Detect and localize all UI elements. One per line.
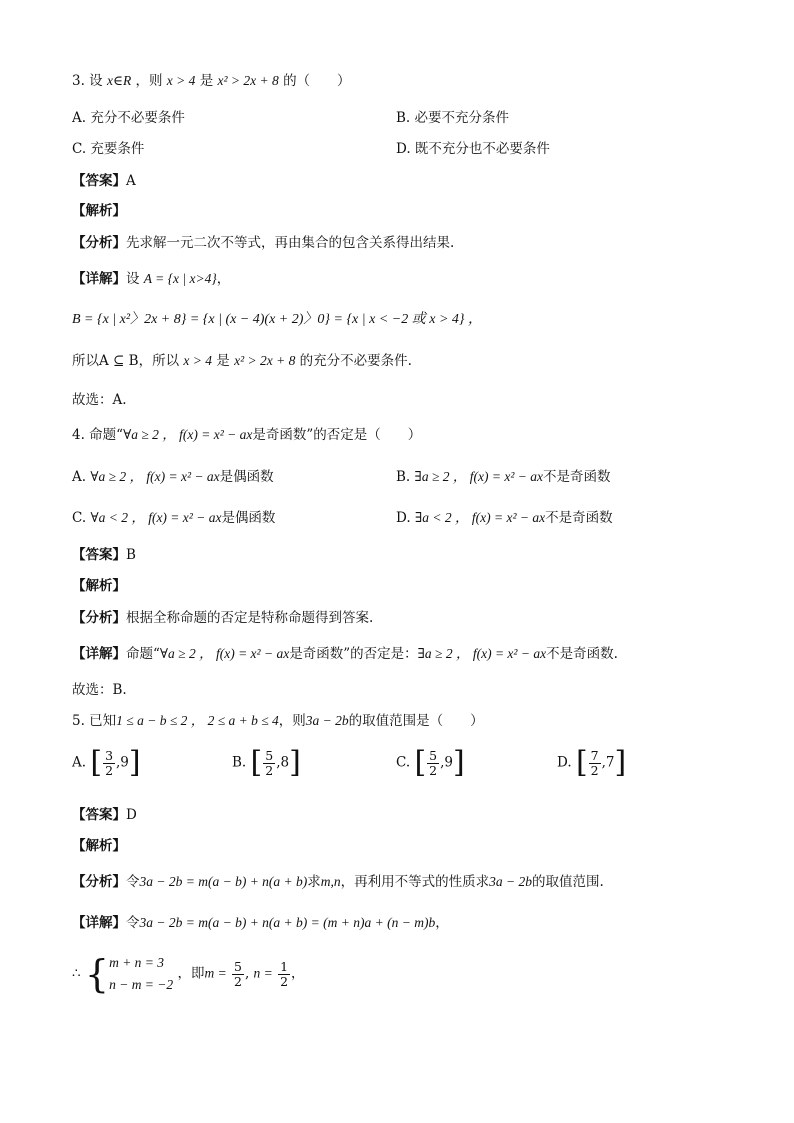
q3-detail-3-text-3: 的充分不必要条件. [299, 353, 412, 369]
q5-analysis-text-1: 令 [126, 874, 140, 890]
q3-option-c: C. 充要条件 [72, 141, 145, 157]
q5-option-b-upper: ,8 [276, 754, 290, 771]
q4-option-d-text: 不是奇函数 [545, 510, 613, 526]
q4-option-c-math: ∀a < 2 ， f(x) = x² − ax [90, 510, 222, 525]
q5-option-a-numerator: 3 [105, 747, 114, 763]
q5-answer [72, 804, 137, 826]
q4-answer [72, 544, 136, 566]
q4-option-a-text: 是偶函数 [219, 469, 274, 485]
q5-option-d-numerator: 7 [590, 747, 599, 763]
left-bracket-icon: [ [250, 745, 263, 780]
q4-jiexi-heading: 【解析】 [72, 578, 126, 594]
q5-option-a [72, 745, 141, 780]
q4-option-b-text: 不是奇函数 [542, 469, 611, 485]
q4-option-b-label: B. [396, 469, 415, 485]
q3-detail-1-end: ， [216, 271, 231, 287]
q5-stem [72, 710, 484, 732]
q3-stem-math-2: x > 4 [166, 73, 196, 88]
q5-option-b-denominator: 2 [265, 762, 274, 778]
left-bracket-icon: [ [575, 745, 588, 780]
q3-detail-1-text: 设 [126, 271, 144, 287]
q5-detail-text-2: ， [435, 915, 449, 931]
q4-option-a [72, 466, 274, 488]
q5-n-denominator: 2 [280, 973, 289, 989]
q5-m-fraction [232, 960, 244, 989]
left-bracket-icon: [ [90, 745, 103, 780]
q3-stem-text-4: 的（ ） [283, 73, 351, 89]
q4-detail-math-1: ∀a ≥ 2 ， f(x) = x² − ax [159, 646, 290, 661]
right-bracket-icon: ] [289, 745, 301, 780]
q4-option-d-math: ∃a < 2 ， f(x) = x² − ax [414, 510, 546, 525]
q3-detail-3-text-2: 是 [216, 353, 230, 369]
q5-stem-text-3: 的取值范围是（ ） [348, 713, 484, 729]
q4-analysis-text: 根据全称命题的否定是特称命题得到答案. [126, 610, 374, 626]
q5-system-end: ， [291, 965, 305, 982]
q5-option-b-label: B. [232, 754, 247, 771]
q3-detail-3-math-1: x > 4 [183, 353, 212, 368]
q5-option-a-fraction [103, 749, 115, 778]
q4-option-c-label: C. [72, 510, 91, 526]
therefore-icon: ∴ [72, 965, 81, 982]
q4-detail-text-3: 不是奇函数. [546, 646, 618, 662]
q5-option-a-denominator: 2 [105, 762, 114, 778]
q3-detail-3 [72, 350, 412, 372]
q4-option-b [396, 466, 610, 488]
q5-option-c-upper: ,9 [440, 754, 453, 771]
q5-analysis-text-4: 的取值范围. [532, 874, 604, 890]
q5-jiexi-heading: 【解析】 [72, 838, 126, 854]
q3-analysis-text: 先求解一元二次不等式，再由集合的包含关系得出结果. [126, 235, 455, 251]
q5-option-c-denominator: 2 [429, 762, 438, 778]
q4-detail-label: 【详解】 [72, 646, 126, 662]
q5-analysis-text-2: 求 [307, 874, 321, 890]
q5-system [72, 952, 305, 996]
q5-detail [72, 912, 449, 934]
q3-answer-label: 【答案】 [72, 173, 126, 189]
q3-detail-3-math-2: x² > 2x + 8 [234, 353, 296, 368]
left-brace-icon: { [84, 952, 110, 996]
q3-analysis-label: 【分析】 [72, 235, 126, 251]
q4-detail-math-2: ∃a ≥ 2 ， f(x) = x² − ax [417, 646, 547, 661]
q5-stem-math-2: 3a − 2b [305, 713, 349, 728]
q4-answer-label: 【答案】 [72, 547, 126, 563]
q4-option-b-math: ∃a ≥ 2 ， f(x) = x² − ax [414, 469, 543, 484]
q5-stem-text-1: 5. 已知 [72, 713, 117, 729]
q5-option-d-fraction [589, 749, 601, 778]
q4-answer-value: B [126, 547, 136, 563]
q3-detail-3-text-1: 所以A ⊆ B，所以 [72, 353, 180, 369]
q5-option-b [232, 745, 301, 780]
q5-analysis-label: 【分析】 [72, 874, 126, 890]
q5-analysis [72, 871, 604, 893]
q3-stem-text-2: ，则 [135, 73, 163, 89]
q3-conclusion: 故选：A. [72, 392, 127, 408]
q4-option-c [72, 507, 275, 529]
q5-answer-value: D [126, 807, 137, 823]
q4-detail-text-1: 命题“ [126, 646, 160, 662]
q5-option-b-fraction [263, 749, 275, 778]
q5-detail-text-1: 令 [126, 915, 140, 931]
q3-option-a: A. 充分不必要条件 [72, 110, 185, 126]
q5-option-c-label: C. [396, 754, 411, 771]
right-bracket-icon: ] [614, 745, 627, 780]
q5-option-a-upper: ,9 [116, 754, 129, 771]
q5-answer-label: 【答案】 [72, 807, 126, 823]
q3-option-d: D. 既不充分也不必要条件 [396, 141, 550, 157]
q5-option-c [396, 745, 465, 780]
q4-option-a-math: ∀a ≥ 2 ， f(x) = x² − ax [90, 469, 220, 484]
q5-stem-text-2: ，则 [278, 713, 306, 729]
q4-stem-math: ∀a ≥ 2 ， f(x) = x² − ax [123, 427, 253, 442]
q4-option-a-label: A. [72, 469, 91, 485]
q5-n-fraction [278, 960, 290, 989]
q3-detail-label: 【详解】 [72, 271, 126, 287]
q5-option-c-numerator: 5 [429, 747, 438, 763]
q4-analysis-label: 【分析】 [72, 610, 126, 626]
q3-answer [72, 170, 136, 192]
q5-system-separator: , [244, 965, 250, 982]
q5-option-d-denominator: 2 [590, 762, 599, 778]
q5-option-a-label: A. [72, 754, 87, 771]
q3-detail-1 [72, 268, 230, 290]
right-bracket-icon: ] [128, 745, 141, 780]
q5-analysis-math-2: m,n [320, 874, 341, 889]
q3-stem-math-1: x∈R [106, 73, 132, 88]
q5-analysis-math-3: 3a − 2b [489, 874, 533, 889]
q4-option-d [396, 507, 613, 529]
q4-option-d-label: D. [396, 510, 415, 526]
q3-jiexi-heading: 【解析】 [72, 203, 126, 219]
left-bracket-icon: [ [414, 745, 427, 780]
q5-equation-2: n − m = −2 [109, 977, 174, 992]
q4-stem-text-1: 4. 命题“ [72, 427, 124, 443]
q5-analysis-text-3: ，再利用不等式的性质求 [340, 874, 490, 890]
q3-detail-2: B = {x | x²〉2x + 8} = {x | (x − 4)(x + 2)〉0} = {x | x < −2 或 x > 4} ， [72, 312, 482, 327]
q5-equation-1: m + n = 3 [109, 955, 165, 970]
q4-detail [72, 643, 618, 665]
q5-detail-label: 【详解】 [72, 915, 126, 931]
q3-stem-text-1: 3. 设 [72, 73, 103, 89]
q5-option-b-numerator: 5 [265, 747, 274, 763]
q3-detail-1-math: A = {x | x>4} [143, 271, 217, 286]
q5-m-denominator: 2 [234, 973, 242, 989]
q3-stem [72, 70, 351, 92]
q3-stem-math-3: x² > 2x + 8 [217, 73, 279, 88]
q5-n-numerator: 1 [280, 958, 289, 974]
q3-option-b: B. 必要不充分条件 [396, 110, 510, 126]
q5-option-c-fraction [427, 749, 439, 778]
q5-option-d-upper: ,7 [601, 754, 615, 771]
q4-detail-text-2: 是奇函数”的否定是： [289, 646, 418, 662]
q4-stem [72, 424, 421, 446]
q4-option-c-text: 是偶函数 [221, 510, 276, 526]
q3-answer-value: A [126, 173, 136, 189]
q5-n-lhs: n = [253, 965, 273, 981]
q5-option-d [557, 745, 627, 780]
q5-m-lhs: m = [204, 965, 227, 981]
q5-analysis-math-1: 3a − 2b = m(a − b) + n(a + b) [139, 874, 308, 889]
q5-m-numerator: 5 [234, 958, 242, 974]
q4-stem-text-2: 是奇函数”的否定是（ ） [252, 427, 422, 443]
q5-system-connector: ，即 [177, 965, 205, 982]
q5-equation-system [109, 952, 173, 996]
q3-analysis [72, 232, 454, 254]
right-bracket-icon: ] [453, 745, 465, 780]
q5-stem-math-1: 1 ≤ a − b ≤ 2 ， 2 ≤ a + b ≤ 4 [116, 713, 279, 728]
q5-detail-math: 3a − 2b = m(a − b) + n(a + b) = (m + n)a + (n − m)b [139, 915, 436, 930]
q5-option-d-label: D. [557, 754, 572, 771]
q3-stem-text-3: 是 [199, 73, 214, 89]
q4-analysis [72, 607, 373, 629]
q4-conclusion: 故选：B. [72, 682, 127, 698]
